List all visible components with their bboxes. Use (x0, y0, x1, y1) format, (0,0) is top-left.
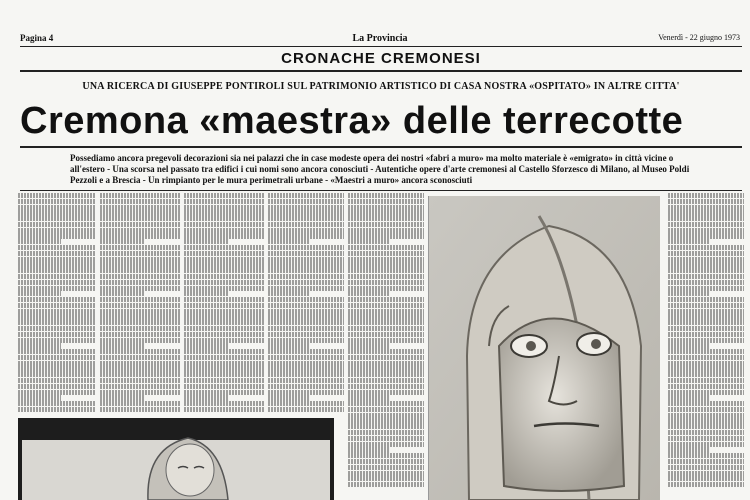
body-text-line (348, 228, 424, 233)
body-text-line (348, 199, 424, 204)
body-text-line (268, 314, 344, 319)
body-text-line (100, 205, 180, 210)
body-text-line (100, 309, 180, 314)
body-text-line (348, 447, 390, 452)
body-text-line (668, 251, 744, 256)
body-text-line (18, 314, 96, 319)
body-text-line (668, 268, 744, 273)
body-text-line (668, 482, 744, 487)
body-text-line (268, 262, 344, 267)
body-text-line (100, 257, 180, 262)
body-text-line (100, 320, 180, 325)
section-rule (20, 70, 742, 72)
section-title: CRONACHE CREMONESI (281, 50, 481, 67)
body-text-line (184, 343, 228, 348)
text-column (268, 193, 344, 415)
body-text-line (184, 407, 264, 412)
body-text-line (668, 343, 710, 348)
body-text-line (668, 424, 744, 429)
body-text-line (100, 233, 180, 238)
body-text-line (18, 297, 96, 302)
body-text-line (18, 303, 96, 308)
body-text-line (348, 413, 424, 418)
body-text-line (18, 320, 96, 325)
body-text-line (668, 262, 744, 267)
body-text-line (668, 465, 744, 470)
body-text-line (348, 280, 424, 285)
page-number: Pagina 4 (20, 33, 54, 43)
body-text-line (100, 390, 180, 395)
body-text-line (348, 193, 424, 198)
body-text-line (668, 418, 744, 423)
body-text-line (348, 303, 424, 308)
body-text-line (268, 251, 344, 256)
body-text-line (668, 233, 744, 238)
body-text-line (184, 228, 264, 233)
body-text-line (348, 326, 424, 331)
body-text-line (348, 378, 424, 383)
body-text-line (668, 245, 744, 250)
body-text-line (268, 291, 310, 296)
body-text-line (348, 355, 424, 360)
body-text-line (268, 199, 344, 204)
body-text-line (348, 274, 424, 279)
body-text-line (100, 303, 180, 308)
body-text-line (184, 314, 264, 319)
body-text-line (18, 291, 61, 296)
body-text-line (18, 378, 96, 383)
body-text-line (100, 372, 180, 377)
body-text-line (668, 349, 744, 354)
body-text-line (268, 355, 344, 360)
body-text-line (18, 216, 96, 221)
body-text-line (100, 326, 180, 331)
body-text-line (18, 239, 61, 244)
body-text-line (184, 309, 264, 314)
body-text-line (100, 338, 180, 343)
body-text-line (348, 291, 390, 296)
text-column (668, 193, 744, 493)
body-text-line (668, 309, 744, 314)
body-text-line (18, 262, 96, 267)
body-text-line (348, 482, 424, 487)
body-text-line (668, 413, 744, 418)
body-text-line (184, 361, 264, 366)
body-text-line (668, 366, 744, 371)
body-text-line (184, 280, 264, 285)
body-text-line (18, 257, 96, 262)
body-text-line (100, 366, 180, 371)
body-text-line (668, 338, 744, 343)
body-text-line (668, 193, 744, 198)
body-text-line (18, 193, 96, 198)
body-text-line (268, 343, 310, 348)
body-text-line (348, 297, 424, 302)
body-text-line (18, 210, 96, 215)
body-text-line (348, 251, 424, 256)
bust-image (18, 418, 334, 500)
body-text-line (348, 233, 424, 238)
body-text-line (18, 205, 96, 210)
body-text-line (100, 401, 180, 406)
body-text-line (18, 332, 96, 337)
body-text-line (100, 268, 180, 273)
body-text-line (348, 465, 424, 470)
body-text-line (668, 239, 710, 244)
body-text-line (100, 193, 180, 198)
body-text-line (100, 239, 144, 244)
body-text-line (268, 286, 344, 291)
body-text-line (348, 372, 424, 377)
body-text-line (268, 326, 344, 331)
body-text-line (268, 401, 344, 406)
body-text-line (268, 372, 344, 377)
body-text-line (184, 257, 264, 262)
body-text-line (348, 401, 424, 406)
kicker: UNA RICERCA DI GIUSEPPE PONTIROLI SUL PATRIMONIO ARTISTICO DI CASA NOSTRA «OSPITATO» IN ALTRE CITTA' (82, 81, 680, 92)
body-text-line (268, 297, 344, 302)
body-text-line (184, 349, 264, 354)
body-text-line (100, 332, 180, 337)
body-text-line (18, 309, 96, 314)
body-text-line (268, 239, 310, 244)
body-text-line (348, 395, 390, 400)
body-text-line (348, 442, 424, 447)
body-text-line (668, 476, 744, 481)
body-text-line (18, 343, 61, 348)
body-text-line (18, 245, 96, 250)
body-text-line (184, 193, 264, 198)
body-text-line (18, 407, 96, 412)
body-text-line (348, 384, 424, 389)
body-text-line (268, 268, 344, 273)
body-text-line (348, 349, 424, 354)
body-text-line (668, 361, 744, 366)
body-text-line (184, 251, 264, 256)
text-column (348, 193, 424, 493)
body-text-line (100, 407, 180, 412)
body-text-line (668, 303, 744, 308)
body-text-line (100, 291, 144, 296)
body-text-line (348, 471, 424, 476)
body-text-line (268, 222, 344, 227)
body-text-line (668, 326, 744, 331)
body-text-line (100, 222, 180, 227)
body-text-line (100, 384, 180, 389)
body-text-line (18, 286, 96, 291)
body-text-line (348, 453, 424, 458)
body-text-line (268, 303, 344, 308)
body-text-line (100, 280, 180, 285)
body-text-line (668, 384, 744, 389)
body-text-line (18, 361, 96, 366)
body-text-line (668, 355, 744, 360)
body-text-line (184, 245, 264, 250)
body-text-line (668, 390, 744, 395)
body-text-line (348, 430, 424, 435)
body-text-line (18, 280, 96, 285)
body-text-line (268, 245, 344, 250)
body-text-line (348, 245, 424, 250)
body-text-line (668, 372, 744, 377)
body-text-line (268, 216, 344, 221)
body-text-line (268, 320, 344, 325)
body-text-line (184, 338, 264, 343)
body-text-line (184, 205, 264, 210)
body-text-line (184, 199, 264, 204)
body-text-line (100, 274, 180, 279)
body-text-line (668, 274, 744, 279)
body-text-line (668, 291, 710, 296)
body-text-line (668, 199, 744, 204)
body-text-line (100, 343, 144, 348)
body-text-line (100, 297, 180, 302)
body-text-line (268, 274, 344, 279)
body-text-line (348, 361, 424, 366)
body-text-line (268, 332, 344, 337)
body-text-line (268, 407, 344, 412)
body-text-line (184, 286, 264, 291)
body-text-line (184, 320, 264, 325)
body-text-line (18, 395, 61, 400)
body-text-line (668, 210, 744, 215)
body-text-line (184, 372, 264, 377)
body-text-line (18, 390, 96, 395)
body-text-line (184, 378, 264, 383)
headline-rule (20, 146, 742, 148)
body-text-line (668, 205, 744, 210)
body-text-line (668, 314, 744, 319)
body-text-line (18, 268, 96, 273)
body-text-line (18, 349, 96, 354)
body-text-line (668, 459, 744, 464)
headline: Cremona «maestra» delle terrecotte (20, 100, 684, 142)
body-text-line (348, 239, 390, 244)
body-text-line (668, 297, 744, 302)
body-text-line (184, 210, 264, 215)
body-text-line (100, 216, 180, 221)
body-text-line (18, 401, 96, 406)
body-text-line (184, 216, 264, 221)
body-text-line (18, 326, 96, 331)
body-text-line (100, 251, 180, 256)
body-text-line (184, 274, 264, 279)
body-text-line (668, 430, 744, 435)
body-text-line (184, 366, 264, 371)
body-text-line (348, 366, 424, 371)
body-text-line (184, 233, 264, 238)
body-text-line (668, 280, 744, 285)
body-text-line (184, 291, 228, 296)
body-text-line (18, 233, 96, 238)
body-text-line (100, 361, 180, 366)
body-text-line (100, 262, 180, 267)
body-text-line (184, 268, 264, 273)
body-text-line (268, 395, 310, 400)
body-text-line (268, 257, 344, 262)
body-text-line (100, 314, 180, 319)
body-text-line (668, 257, 744, 262)
top-rule (20, 46, 742, 47)
body-text-line (268, 384, 344, 389)
body-text-line (668, 320, 744, 325)
body-text-line (268, 193, 344, 198)
body-text-line (268, 233, 344, 238)
body-text-line (348, 332, 424, 337)
body-text-line (348, 343, 390, 348)
body-text-line (184, 239, 228, 244)
body-text-line (184, 297, 264, 302)
body-text-line (668, 453, 744, 458)
body-text-line (348, 309, 424, 314)
body-text-line (18, 366, 96, 371)
body-text-line (184, 390, 264, 395)
body-text-line (348, 390, 424, 395)
body-text-line (268, 378, 344, 383)
body-text-line (18, 251, 96, 256)
body-text-line (348, 268, 424, 273)
body-text-line (184, 384, 264, 389)
body-text-line (348, 205, 424, 210)
body-text-line (268, 361, 344, 366)
body-text-line (18, 384, 96, 389)
body-text-line (18, 274, 96, 279)
body-text-line (100, 286, 180, 291)
body-text-line (348, 210, 424, 215)
body-text-line (668, 228, 744, 233)
body-text-line (668, 222, 744, 227)
body-text-line (348, 418, 424, 423)
body-text-line (668, 401, 744, 406)
body-text-line (184, 326, 264, 331)
body-text-line (184, 222, 264, 227)
body-text-line (268, 390, 344, 395)
body-text-line (100, 355, 180, 360)
body-text-line (100, 378, 180, 383)
body-text-line (348, 262, 424, 267)
body-text-line (18, 372, 96, 377)
body-text-line (668, 286, 744, 291)
body-text-line (184, 355, 264, 360)
body-text-line (668, 216, 744, 221)
issue-date: Venerdì - 22 giugno 1973 (658, 33, 740, 42)
body-text-line (268, 366, 344, 371)
sculpture-photo-bust (18, 418, 334, 500)
body-text-line (268, 280, 344, 285)
body-text-line (268, 205, 344, 210)
body-text-line (184, 262, 264, 267)
body-text-line (268, 228, 344, 233)
folio-bar (20, 33, 740, 47)
body-text-line (184, 401, 264, 406)
body-text-line (668, 378, 744, 383)
body-text-line (100, 228, 180, 233)
body-text-line (100, 210, 180, 215)
body-text-line (18, 355, 96, 360)
body-text-line (348, 257, 424, 262)
body-text-line (184, 332, 264, 337)
body-text-line (668, 436, 744, 441)
body-text-line (668, 471, 744, 476)
warrior-head-image (429, 196, 660, 500)
body-text-line (18, 228, 96, 233)
body-text-line (348, 216, 424, 221)
body-text-line (100, 395, 144, 400)
body-text-line (18, 199, 96, 204)
body-text-line (100, 199, 180, 204)
body-text-line (348, 320, 424, 325)
body-text-line (348, 424, 424, 429)
body-rule (20, 190, 742, 191)
body-text-line (668, 447, 710, 452)
body-text-line (268, 349, 344, 354)
body-text-line (668, 395, 710, 400)
body-text-line (668, 407, 744, 412)
body-text-line (268, 210, 344, 215)
body-text-line (348, 286, 424, 291)
text-column (184, 193, 264, 415)
body-text-line (348, 314, 424, 319)
body-text-line (268, 338, 344, 343)
sculpture-photo-warrior-head (428, 196, 660, 500)
body-text-line (18, 338, 96, 343)
body-text-line (348, 338, 424, 343)
body-text-line (268, 309, 344, 314)
article-summary: Possediamo ancora pregevoli decorazioni sia nei palazzi che in case modeste opera dei nostri «fabri a muro» ma molto materiale è «emigrato» in città vicine o all'estero - Una scorsa nel passato tra edifici i cui nomi sono ancora conosciuti - Autentiche opere d'arte cremonesi al Castello Sforzesco di Milano, al Museo Poldi Pezzoli e a Brescia - Un rimpianto per le mura perimetrali urbane - «Maestri a muro» ancora sconosciuti (70, 153, 690, 185)
newspaper-name: La Provincia (352, 33, 408, 44)
body-text-line (348, 436, 424, 441)
text-column (18, 193, 96, 415)
text-column (100, 193, 180, 415)
body-text-line (100, 349, 180, 354)
body-text-line (184, 395, 228, 400)
body-text-line (100, 245, 180, 250)
body-text-line (348, 407, 424, 412)
body-text-line (668, 442, 744, 447)
body-text-line (348, 222, 424, 227)
body-text-line (184, 303, 264, 308)
body-text-line (668, 332, 744, 337)
body-text-line (348, 459, 424, 464)
body-text-line (18, 222, 96, 227)
body-text-line (348, 476, 424, 481)
